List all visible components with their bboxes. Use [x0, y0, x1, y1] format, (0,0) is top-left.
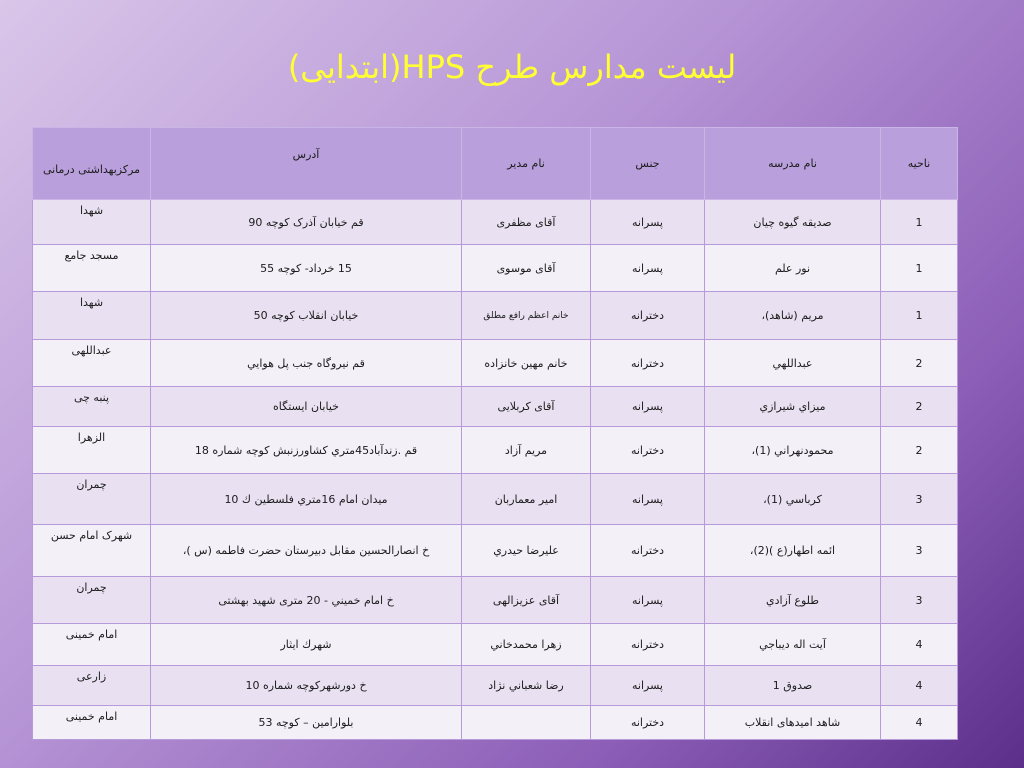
- cell-gender: پسرانه: [591, 387, 705, 427]
- table-row: [33, 525, 958, 577]
- cell-school: شاهد امیدهای انقلاب: [705, 706, 881, 740]
- cell-gender: پسرانه: [591, 577, 705, 624]
- cell-school: صدیقه گیوه چیان: [705, 200, 881, 245]
- cell-principal: آقای عزیزالهی: [462, 577, 591, 624]
- cell-gender: دخترانه: [591, 292, 705, 340]
- cell-principal: خانم اعظم رافع مطلق: [462, 292, 591, 340]
- cell-region: 2: [881, 427, 958, 474]
- cell-health-center: امام خمینی: [33, 706, 151, 740]
- cell-school: طلوع آزادي: [705, 577, 881, 624]
- cell-region: 3: [881, 474, 958, 525]
- cell-address: خیابان ایستگاه: [151, 387, 462, 427]
- cell-region: 2: [881, 387, 958, 427]
- cell-school: عبداللهي: [705, 340, 881, 387]
- cell-gender: پسرانه: [591, 474, 705, 525]
- cell-gender: دخترانه: [591, 525, 705, 577]
- table-row: [33, 624, 958, 666]
- table-row: [33, 387, 958, 427]
- cell-region: 1: [881, 292, 958, 340]
- cell-address: قم خیابان آذرک کوچه 90: [151, 200, 462, 245]
- cell-school: كرباسي (1)،: [705, 474, 881, 525]
- table-row: [33, 577, 958, 624]
- cell-principal: [462, 706, 591, 740]
- cell-health-center: چمران: [33, 577, 151, 624]
- cell-principal: زهرا محمدخاني: [462, 624, 591, 666]
- table-row: [33, 292, 958, 340]
- cell-address: شهرك ايثار: [151, 624, 462, 666]
- page-title: لیست مدارس طرح HPS(ابتدایی): [287, 48, 737, 86]
- cell-health-center: پنبه چی: [33, 387, 151, 427]
- table-body: [33, 200, 958, 740]
- cell-address: خ انصارالحسين مقابل دبيرستان حضرت فاطمه (س )،: [151, 525, 462, 577]
- cell-region: 1: [881, 200, 958, 245]
- header-gender: جنس: [591, 128, 705, 200]
- header-health-center: مرکزبهداشتی درمانی: [33, 128, 151, 200]
- cell-region: 4: [881, 706, 958, 740]
- table-row: [33, 340, 958, 387]
- cell-health-center: زارعی: [33, 666, 151, 706]
- cell-principal: آقای کربلایی: [462, 387, 591, 427]
- cell-address: قم نيروگاه جنب پل هوايي: [151, 340, 462, 387]
- cell-school: مریم (شاهد)،: [705, 292, 881, 340]
- cell-health-center: امام خمینی: [33, 624, 151, 666]
- cell-principal: آقای موسوی: [462, 245, 591, 292]
- header-school: نام مدرسه: [705, 128, 881, 200]
- cell-address: ميدان امام 16متري فلسطين ك 10: [151, 474, 462, 525]
- cell-principal: مریم آزاد: [462, 427, 591, 474]
- cell-health-center: عبداللهی: [33, 340, 151, 387]
- cell-principal: امير معماربان: [462, 474, 591, 525]
- cell-school: ميزاي شيرازي: [705, 387, 881, 427]
- table-row: [33, 245, 958, 292]
- cell-school: نور علم: [705, 245, 881, 292]
- table-header-row: [33, 128, 958, 200]
- cell-address: 15 خرداد- کوچه 55: [151, 245, 462, 292]
- cell-principal: آقای مظفری: [462, 200, 591, 245]
- cell-health-center: چمران: [33, 474, 151, 525]
- table-row: [33, 200, 958, 245]
- header-region: ناحیه: [881, 128, 958, 200]
- cell-address: خیابان انقلاب کوچه 50: [151, 292, 462, 340]
- table-row: [33, 474, 958, 525]
- cell-school: آيت اله ديباجي: [705, 624, 881, 666]
- schools-table: [32, 127, 958, 740]
- cell-region: 4: [881, 666, 958, 706]
- cell-region: 1: [881, 245, 958, 292]
- table-row: [33, 706, 958, 740]
- cell-gender: دخترانه: [591, 427, 705, 474]
- cell-gender: پسرانه: [591, 245, 705, 292]
- cell-school: صدوق 1: [705, 666, 881, 706]
- cell-gender: پسرانه: [591, 666, 705, 706]
- cell-school: محمودنهراني (1)،: [705, 427, 881, 474]
- cell-region: 3: [881, 577, 958, 624]
- header-principal: نام مدیر: [462, 128, 591, 200]
- table-row: [33, 427, 958, 474]
- cell-gender: پسرانه: [591, 200, 705, 245]
- cell-principal: عليرضا حيدري: [462, 525, 591, 577]
- cell-address: خ دورشهركوچه شماره 10: [151, 666, 462, 706]
- cell-health-center: الزهرا: [33, 427, 151, 474]
- cell-region: 4: [881, 624, 958, 666]
- cell-address: بلوارامین – کوچه 53: [151, 706, 462, 740]
- cell-address: خ امام خميني - 20 متری شهید بهشتی: [151, 577, 462, 624]
- cell-address: قم .زندآباد45متري كشاورزنبش كوچه شماره 18: [151, 427, 462, 474]
- cell-gender: دخترانه: [591, 624, 705, 666]
- cell-health-center: شهدا: [33, 292, 151, 340]
- cell-region: 3: [881, 525, 958, 577]
- cell-region: 2: [881, 340, 958, 387]
- cell-school: ائمه اطهار(ع )(2)،: [705, 525, 881, 577]
- header-address: آدرس: [151, 128, 462, 200]
- cell-principal: رضا شعباني نژاد: [462, 666, 591, 706]
- cell-gender: دخترانه: [591, 340, 705, 387]
- cell-principal: خانم مهين خانزاده: [462, 340, 591, 387]
- cell-health-center: شهدا: [33, 200, 151, 245]
- cell-health-center: مسجد جامع: [33, 245, 151, 292]
- table-row: [33, 666, 958, 706]
- cell-health-center: شهرک امام حسن: [33, 525, 151, 577]
- cell-gender: دخترانه: [591, 706, 705, 740]
